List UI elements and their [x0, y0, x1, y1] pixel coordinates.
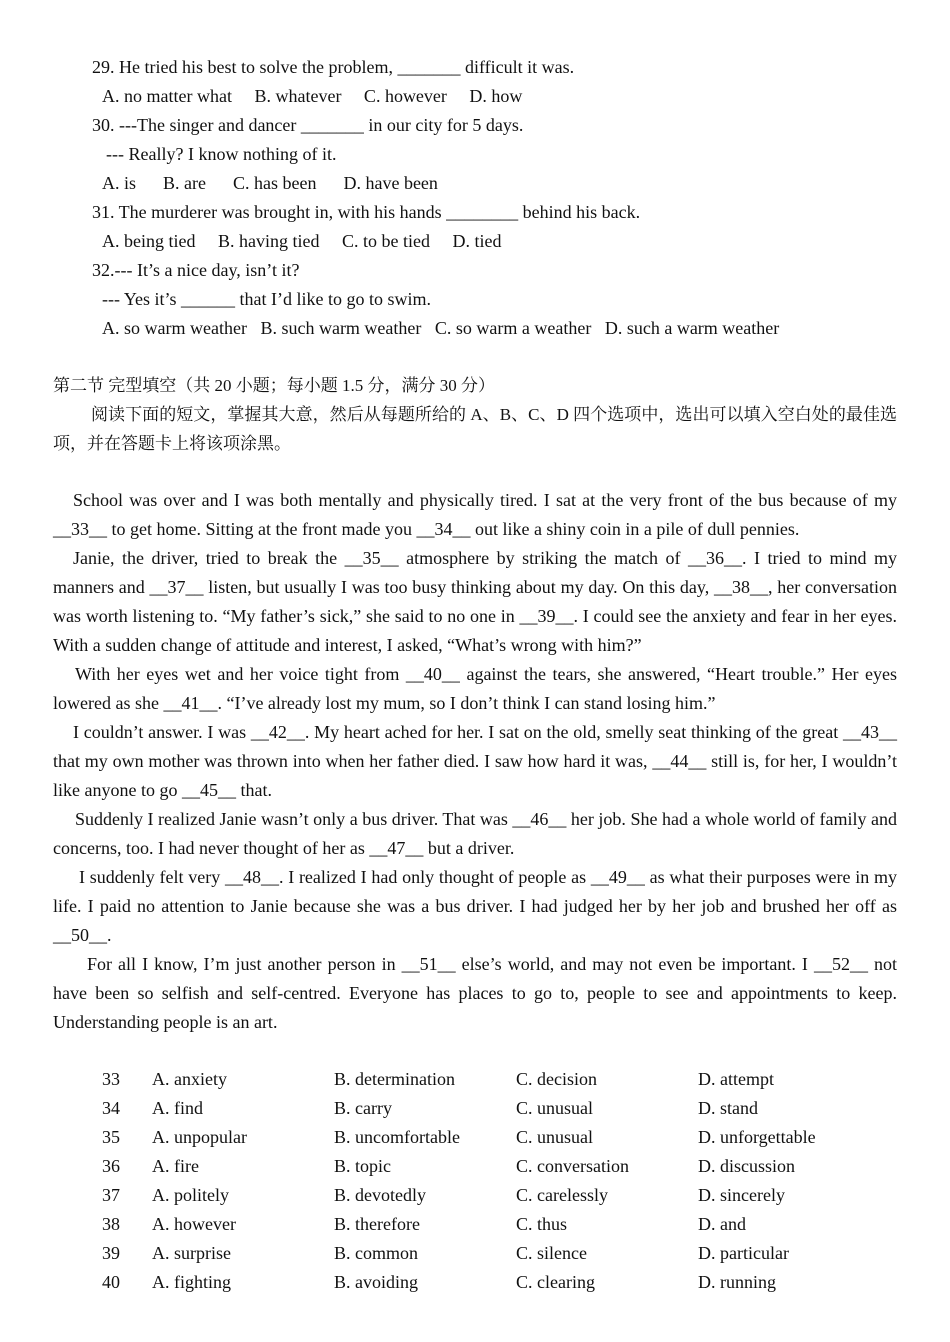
option-c: C. silence	[516, 1243, 587, 1263]
option-c: C. thus	[516, 1214, 568, 1234]
answer-row	[0, 1123, 950, 1152]
option-a: A. find	[152, 1098, 203, 1118]
question-stem: 30. ---The singer and dancer _______ in our city for 5 days.	[92, 115, 524, 135]
option-c: C. unusual	[516, 1098, 594, 1118]
question-reply: --- Really? I know nothing of it.	[106, 144, 337, 164]
option-a: A. politely	[152, 1185, 229, 1205]
passage-paragraph: For all I know, I’m just another person in __51__ else’s world, and may not even be important. I __52__ not have been so selfish and self-centred. Everyone has places to go to, people to see and appointments to keep. Understanding people is an art.	[53, 954, 897, 1032]
answer-number: 35	[102, 1127, 120, 1147]
option-b: B. common	[334, 1243, 418, 1263]
exam-page	[0, 53, 950, 1297]
answer-row	[0, 1094, 950, 1123]
option-b: B. determination	[334, 1069, 455, 1089]
option-c: C. conversation	[516, 1156, 629, 1176]
question-stem: 31. The murderer was brought in, with his hands ________ behind his back.	[92, 202, 641, 222]
option-a: A. surprise	[152, 1243, 231, 1263]
question-options: A. is B. are C. has been D. have been	[102, 173, 438, 193]
answer-row	[0, 1210, 950, 1239]
section-title: 第二节 完型填空（共 20 小题；每小题 1.5 分，满分 30 分）	[53, 376, 495, 395]
question-30	[0, 111, 950, 198]
option-b: B. therefore	[334, 1214, 420, 1234]
option-d: D. discussion	[698, 1156, 796, 1176]
option-c: C. clearing	[516, 1272, 595, 1292]
answer-row	[0, 1152, 950, 1181]
question-options: A. so warm weather B. such warm weather C. so warm a weather D. such a warm weather	[102, 318, 780, 338]
option-a: A. unpopular	[152, 1127, 247, 1147]
option-a: A. fire	[152, 1156, 199, 1176]
question-options: A. being tied B. having tied C. to be tied D. tied	[102, 231, 502, 251]
passage-paragraph: I suddenly felt very __48__. I realized I had only thought of people as __49__ as what their purposes were in my life. I paid no attention to Janie because she was a bus driver. I had judged her by her job and brushed her off as __50__.	[53, 867, 897, 945]
answer-number: 37	[102, 1185, 120, 1205]
answer-number: 36	[102, 1156, 120, 1176]
answer-row	[0, 1065, 950, 1094]
answer-number: 34	[102, 1098, 120, 1118]
passage-paragraph: With her eyes wet and her voice tight from __40__ against the tears, she answered, “Heart trouble.” Her eyes lowered as she __41__. “I’ve already lost my mum, so I don’t think I can stand losing him.”	[53, 664, 897, 713]
option-c: C. unusual	[516, 1127, 594, 1147]
option-b: B. avoiding	[334, 1272, 418, 1292]
option-d: D. unforgettable	[698, 1127, 816, 1147]
answer-number: 33	[102, 1069, 120, 1089]
question-options: A. no matter what B. whatever C. however D. how	[102, 86, 523, 106]
option-d: D. particular	[698, 1243, 789, 1263]
option-b: B. uncomfortable	[334, 1127, 460, 1147]
answer-number: 39	[102, 1243, 120, 1263]
answer-number: 38	[102, 1214, 120, 1234]
passage-paragraph: Janie, the driver, tried to break the __35__ atmosphere by striking the match of __36__. I tried to mind my manners and __37__ listen, but usually I was too busy thinking about my day. On this day, __38__, her conversation was worth listening to. “My father’s sick,” she said to no one in __39__. I could see the anxiety and fear in her eyes. With a sudden change of attitude and interest, I asked, “What’s wrong with him?”	[53, 548, 897, 655]
question-stem: 29. He tried his best to solve the problem, _______ difficult it was.	[92, 57, 575, 77]
option-a: A. however	[152, 1214, 236, 1234]
question-32	[0, 256, 950, 343]
option-d: D. running	[698, 1272, 776, 1292]
option-d: D. and	[698, 1214, 746, 1234]
answer-number: 40	[102, 1272, 120, 1292]
option-c: C. decision	[516, 1069, 597, 1089]
passage-paragraph: School was over and I was both mentally and physically tired. I sat at the very front of the bus because of my __33__ to get home. Sitting at the front made you __34__ out like a shiny coin in a pile of dull pennies.	[53, 490, 897, 539]
section-instructions: 阅读下面的短文，掌握其大意，然后从每题所给的 A、B、C、D 四个选项中，选出可以填入空白处的最佳选项，并在答题卡上将该项涂黑。	[53, 405, 897, 453]
option-b: B. devotedly	[334, 1185, 426, 1205]
question-29	[0, 53, 950, 111]
cloze-passage	[0, 486, 950, 1037]
option-b: B. topic	[334, 1156, 391, 1176]
question-stem: 32.--- It’s a nice day, isn’t it?	[92, 260, 300, 280]
question-31	[0, 198, 950, 256]
answer-options-table	[0, 1065, 950, 1297]
answer-row	[0, 1268, 950, 1297]
question-reply: --- Yes it’s ______ that I’d like to go to swim.	[102, 289, 431, 309]
option-b: B. carry	[334, 1098, 392, 1118]
option-c: C. carelessly	[516, 1185, 608, 1205]
answer-row	[0, 1181, 950, 1210]
passage-paragraph: Suddenly I realized Janie wasn’t only a bus driver. That was __46__ her job. She had a whole world of family and concerns, too. I had never thought of her as __47__ but a driver.	[53, 809, 897, 858]
option-a: A. anxiety	[152, 1069, 227, 1089]
option-a: A. fighting	[152, 1272, 231, 1292]
passage-paragraph: I couldn’t answer. I was __42__. My heart ached for her. I sat on the old, smelly seat thinking of the great __43__ that my own mother was thrown into when her father died. I saw how hard it was, __44__ still is, for her, I wouldn’t like anyone to go __45__ that.	[53, 722, 897, 800]
option-d: D. sincerely	[698, 1185, 785, 1205]
option-d: D. stand	[698, 1098, 758, 1118]
answer-row	[0, 1239, 950, 1268]
option-d: D. attempt	[698, 1069, 774, 1089]
